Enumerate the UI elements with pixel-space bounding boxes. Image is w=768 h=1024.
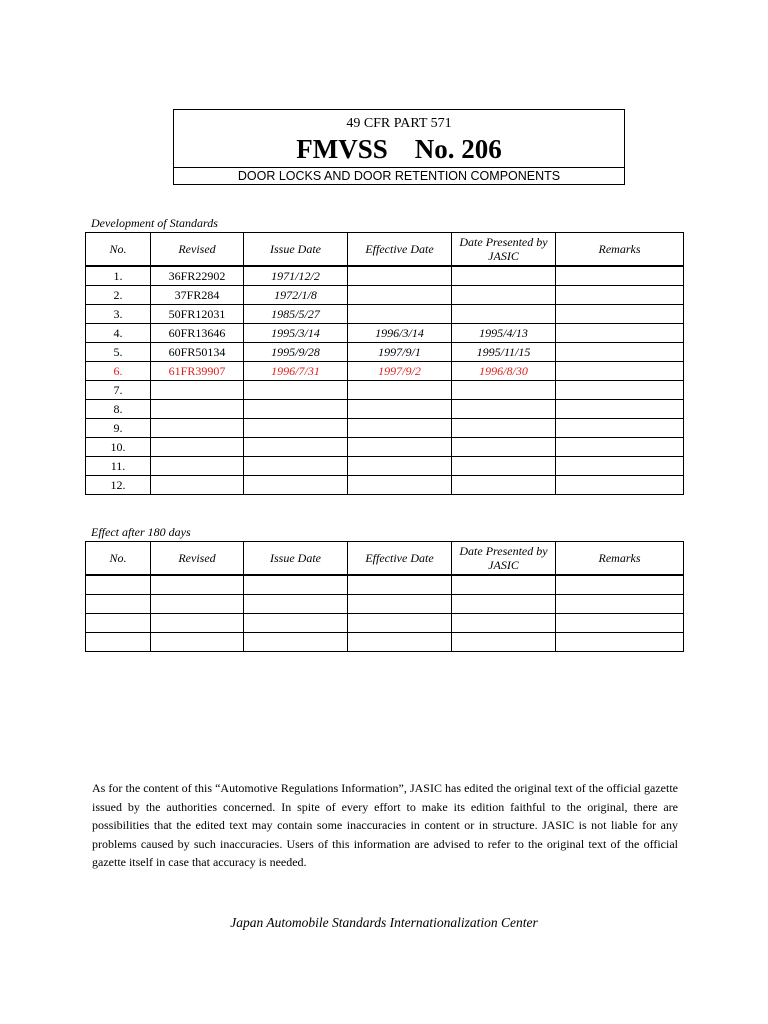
cell-date-presented bbox=[452, 400, 556, 419]
cell-no: 10. bbox=[86, 438, 151, 457]
table-row bbox=[86, 595, 684, 614]
cell-effective-date bbox=[348, 614, 452, 633]
effect-header-row bbox=[86, 542, 684, 576]
cell-effective-date bbox=[348, 476, 452, 495]
cell-revised bbox=[151, 419, 244, 438]
table-row bbox=[86, 419, 684, 438]
effect-section-title: Effect after 180 days bbox=[91, 525, 191, 539]
cell-effective-date bbox=[348, 381, 452, 400]
cell-remarks bbox=[556, 438, 684, 457]
table-row bbox=[86, 614, 684, 633]
col-header-issue-date: Issue Date bbox=[244, 233, 348, 267]
cell-no: 2. bbox=[86, 286, 151, 305]
standard-subtitle: DOOR LOCKS AND DOOR RETENTION COMPONENTS bbox=[174, 167, 624, 185]
cell-issue-date: 1972/1/8 bbox=[244, 286, 348, 305]
cell-issue-date bbox=[244, 614, 348, 633]
cell-revised: 60FR13646 bbox=[151, 324, 244, 343]
table-row bbox=[86, 362, 684, 381]
cell-remarks bbox=[556, 633, 684, 652]
cell-date-presented bbox=[452, 419, 556, 438]
cell-effective-date bbox=[348, 595, 452, 614]
cell-remarks bbox=[556, 324, 684, 343]
cell-date-presented: 1996/8/30 bbox=[452, 362, 556, 381]
cell-revised: 50FR12031 bbox=[151, 305, 244, 324]
cell-remarks bbox=[556, 343, 684, 362]
cell-date-presented bbox=[452, 266, 556, 286]
cell-no: 11. bbox=[86, 457, 151, 476]
cell-no bbox=[86, 595, 151, 614]
cell-date-presented bbox=[452, 595, 556, 614]
cell-revised bbox=[151, 400, 244, 419]
cell-effective-date: 1997/9/2 bbox=[348, 362, 452, 381]
cell-remarks bbox=[556, 266, 684, 286]
cell-revised bbox=[151, 476, 244, 495]
cell-revised: 37FR284 bbox=[151, 286, 244, 305]
cell-effective-date bbox=[348, 575, 452, 595]
cell-revised bbox=[151, 595, 244, 614]
standard-header-box bbox=[173, 109, 625, 185]
cell-remarks bbox=[556, 381, 684, 400]
development-section-title: Development of Standards bbox=[91, 216, 218, 230]
col-header-no: No. bbox=[86, 542, 151, 576]
table-row bbox=[86, 575, 684, 595]
cell-revised bbox=[151, 575, 244, 595]
standard-title: FMVSS No. 206 bbox=[296, 134, 502, 164]
cell-effective-date bbox=[348, 457, 452, 476]
col-header-revised: Revised bbox=[151, 542, 244, 576]
col-header-issue-date: Issue Date bbox=[244, 542, 348, 576]
cell-remarks bbox=[556, 614, 684, 633]
table-row bbox=[86, 400, 684, 419]
effect-table bbox=[85, 541, 684, 652]
cell-remarks bbox=[556, 400, 684, 419]
cell-date-presented: 1995/4/13 bbox=[452, 324, 556, 343]
table-row bbox=[86, 343, 684, 362]
cell-remarks bbox=[556, 575, 684, 595]
cell-no bbox=[86, 614, 151, 633]
col-header-effective-date: Effective Date bbox=[348, 233, 452, 267]
cell-revised: 36FR22902 bbox=[151, 266, 244, 286]
cell-revised: 61FR39907 bbox=[151, 362, 244, 381]
cell-issue-date: 1985/5/27 bbox=[244, 305, 348, 324]
cell-effective-date: 1997/9/1 bbox=[348, 343, 452, 362]
cell-no: 6. bbox=[86, 362, 151, 381]
cell-remarks bbox=[556, 419, 684, 438]
cell-no: 7. bbox=[86, 381, 151, 400]
table-row bbox=[86, 476, 684, 495]
cell-effective-date bbox=[348, 286, 452, 305]
cell-revised bbox=[151, 381, 244, 400]
cell-effective-date bbox=[348, 400, 452, 419]
cell-issue-date bbox=[244, 381, 348, 400]
development-table bbox=[85, 232, 684, 495]
cell-remarks bbox=[556, 476, 684, 495]
cell-no bbox=[86, 575, 151, 595]
cell-issue-date bbox=[244, 419, 348, 438]
col-header-no: No. bbox=[86, 233, 151, 267]
footer-organization: Japan Automobile Standards Internationalization Center bbox=[230, 915, 538, 930]
table-row bbox=[86, 457, 684, 476]
cell-date-presented: 1995/11/15 bbox=[452, 343, 556, 362]
cell-issue-date: 1995/9/28 bbox=[244, 343, 348, 362]
cell-no bbox=[86, 633, 151, 652]
col-header-remarks: Remarks bbox=[556, 542, 684, 576]
table-row bbox=[86, 305, 684, 324]
cell-date-presented bbox=[452, 633, 556, 652]
cell-revised: 60FR50134 bbox=[151, 343, 244, 362]
cfr-part: 49 CFR PART 571 bbox=[346, 116, 452, 131]
table-row bbox=[86, 324, 684, 343]
cell-no: 5. bbox=[86, 343, 151, 362]
cell-issue-date bbox=[244, 438, 348, 457]
cell-issue-date: 1995/3/14 bbox=[244, 324, 348, 343]
col-header-date-presented: Date Presented by JASIC bbox=[452, 542, 556, 576]
cell-issue-date bbox=[244, 633, 348, 652]
table-row bbox=[86, 633, 684, 652]
cell-date-presented bbox=[452, 305, 556, 324]
cell-no: 3. bbox=[86, 305, 151, 324]
cell-issue-date: 1971/12/2 bbox=[244, 266, 348, 286]
development-header-row bbox=[86, 233, 684, 267]
cell-date-presented bbox=[452, 457, 556, 476]
cell-remarks bbox=[556, 362, 684, 381]
cell-date-presented bbox=[452, 286, 556, 305]
cell-date-presented bbox=[452, 575, 556, 595]
table-row bbox=[86, 286, 684, 305]
cell-revised bbox=[151, 457, 244, 476]
cell-effective-date bbox=[348, 305, 452, 324]
cell-issue-date bbox=[244, 595, 348, 614]
cell-revised bbox=[151, 438, 244, 457]
cell-no: 1. bbox=[86, 266, 151, 286]
col-header-revised: Revised bbox=[151, 233, 244, 267]
cell-no: 9. bbox=[86, 419, 151, 438]
cell-issue-date bbox=[244, 575, 348, 595]
cell-remarks bbox=[556, 595, 684, 614]
cell-issue-date bbox=[244, 476, 348, 495]
cell-effective-date bbox=[348, 438, 452, 457]
cell-effective-date bbox=[348, 633, 452, 652]
cell-revised bbox=[151, 633, 244, 652]
disclaimer-text: As for the content of this “Automotive Regulations Information”, JASIC has edited the original text of the official gazette issued by the authorities concerned. In spite of every effort to make its edition faithful to the original, there are possibilities that the edited text may contain some inaccuracies in content or in structure. JASIC is not liable for any problems caused by such inaccuracies. Users of this information are advised to refer to the original text of the official gazette itself in case that accuracy is needed. bbox=[92, 781, 678, 870]
cell-date-presented bbox=[452, 476, 556, 495]
cell-effective-date bbox=[348, 266, 452, 286]
cell-date-presented bbox=[452, 381, 556, 400]
cell-effective-date bbox=[348, 419, 452, 438]
cell-date-presented bbox=[452, 614, 556, 633]
cell-remarks bbox=[556, 286, 684, 305]
cell-remarks bbox=[556, 305, 684, 324]
cell-issue-date bbox=[244, 457, 348, 476]
cell-date-presented bbox=[452, 438, 556, 457]
cell-remarks bbox=[556, 457, 684, 476]
cell-no: 12. bbox=[86, 476, 151, 495]
cell-no: 8. bbox=[86, 400, 151, 419]
table-row bbox=[86, 438, 684, 457]
table-row bbox=[86, 381, 684, 400]
table-row bbox=[86, 266, 684, 286]
col-header-date-presented: Date Presented by JASIC bbox=[452, 233, 556, 267]
cell-issue-date bbox=[244, 400, 348, 419]
col-header-remarks: Remarks bbox=[556, 233, 684, 267]
cell-effective-date: 1996/3/14 bbox=[348, 324, 452, 343]
cell-issue-date: 1996/7/31 bbox=[244, 362, 348, 381]
cell-revised bbox=[151, 614, 244, 633]
cell-no: 4. bbox=[86, 324, 151, 343]
col-header-effective-date: Effective Date bbox=[348, 542, 452, 576]
